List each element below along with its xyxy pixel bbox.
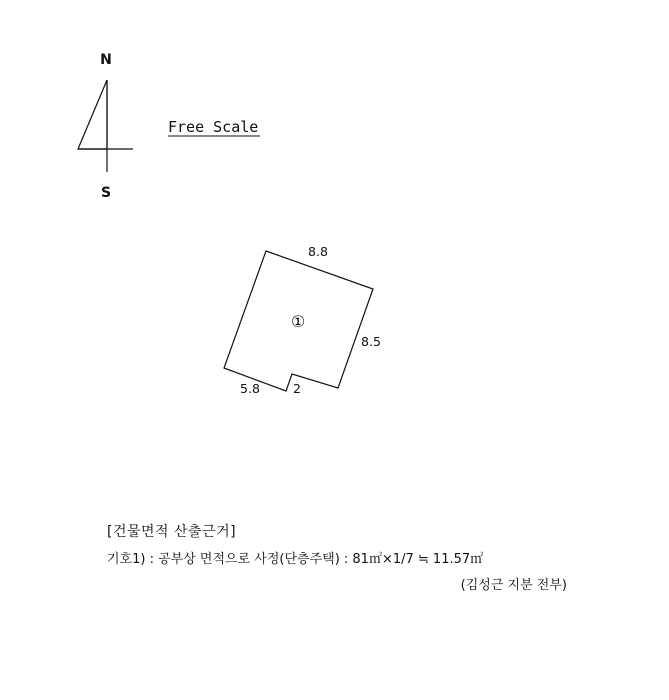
- area-label: ①: [290, 312, 306, 331]
- dimension-right: 8.5: [361, 334, 381, 349]
- notes-line-2: (김성근 지분 전부): [460, 578, 567, 593]
- north-arrow-triangle: [78, 80, 107, 149]
- notes-heading: [건물면적 산출근거]: [107, 524, 237, 540]
- south-label: S: [100, 185, 112, 201]
- scale-label: Free Scale: [168, 118, 259, 136]
- area-calculation-notes: [107, 518, 577, 600]
- dimension-bottom-left: 5.8: [240, 381, 260, 396]
- notes-line-1: 기호1) : 공부상 면적으로 사정(단층주택) : 81㎡×1/7 ≒ 11.57㎡: [107, 552, 484, 567]
- north-label: N: [100, 52, 112, 68]
- north-arrow-icon: [78, 80, 133, 172]
- dimension-top: 8.8: [308, 244, 328, 259]
- dimension-notch: 2: [293, 381, 301, 396]
